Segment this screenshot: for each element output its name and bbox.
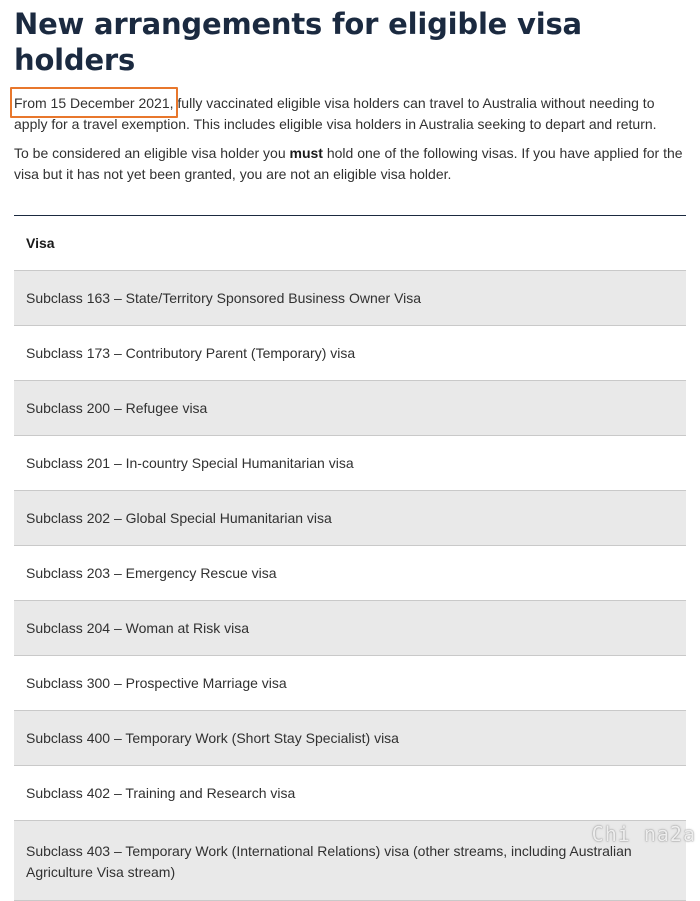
table-cell: Subclass 163 – State/Territory Sponsored Business Owner Visa: [14, 271, 686, 326]
table-row: [14, 656, 686, 711]
table-row: [14, 601, 686, 656]
highlighted-date-text: From 15 December 2021,: [14, 95, 174, 111]
criteria-text-after: hold one of the following visas. If you have applied for the visa but it has not yet been granted, you are not an eligible visa holder.: [14, 145, 683, 182]
page-content: [14, 0, 686, 901]
criteria-text-before: To be considered an eligible visa holder you: [14, 145, 290, 161]
table-row: [14, 271, 686, 326]
watermark: Chi na2a: [591, 822, 696, 846]
table-cell: Subclass 400 – Temporary Work (Short Stay Specialist) visa: [14, 711, 686, 766]
table-row: [14, 821, 686, 901]
table-row: [14, 381, 686, 436]
table-row: [14, 711, 686, 766]
table-row: [14, 766, 686, 821]
intro-paragraph: [14, 93, 686, 135]
table-cell: Subclass 201 – In-country Special Humanitarian visa: [14, 436, 686, 491]
table-row: [14, 546, 686, 601]
criteria-paragraph: [14, 143, 686, 185]
visa-table: [14, 215, 686, 901]
table-cell: Subclass 403 – Temporary Work (International Relations) visa (other streams, including Australian Agriculture Visa stream): [14, 821, 686, 901]
table-cell: Subclass 173 – Contributory Parent (Temporary) visa: [14, 326, 686, 381]
page-title: New arrangements for eligible visa holders: [14, 7, 582, 77]
intro-text: fully vaccinated eligible visa holders can travel to Australia without needing to apply for a travel exemption. This includes eligible visa holders in Australia seeking to depart and return.: [14, 95, 657, 132]
table-row: [14, 491, 686, 546]
table-row: [14, 436, 686, 491]
table-header-row: [14, 216, 686, 271]
table-cell: Subclass 402 – Training and Research visa: [14, 766, 686, 821]
table-row: [14, 326, 686, 381]
table-cell: Subclass 204 – Woman at Risk visa: [14, 601, 686, 656]
criteria-emphasis: must: [289, 145, 323, 161]
table-cell: Subclass 203 – Emergency Rescue visa: [14, 546, 686, 601]
table-cell: Subclass 202 – Global Special Humanitarian visa: [14, 491, 686, 546]
table-cell: Subclass 300 – Prospective Marriage visa: [14, 656, 686, 711]
table-cell: Subclass 200 – Refugee visa: [14, 381, 686, 436]
table-header-visa: Visa: [14, 216, 686, 271]
highlighted-date: [14, 93, 174, 114]
